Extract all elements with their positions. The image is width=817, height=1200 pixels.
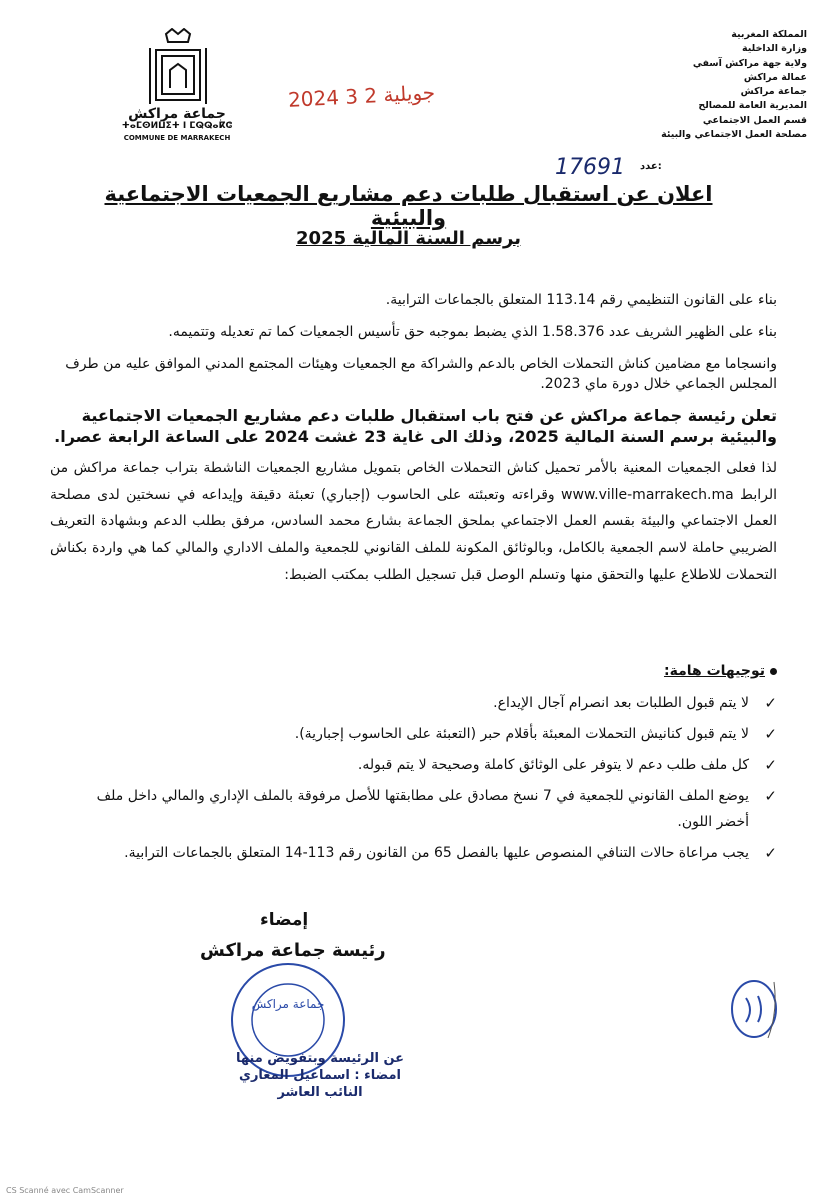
notes-heading-text: توجيهات هامة: bbox=[663, 663, 765, 679]
initials-stamp bbox=[730, 978, 782, 1040]
logo-french: COMMUNE DE MARRAKECH bbox=[123, 134, 231, 142]
note-text: يجب مراعاة حالات التنافي المنصوص عليها بالفصل 65 من القانون رقم 113-14 المتعلق بالجماعات الترابية. bbox=[124, 845, 749, 861]
note-text: كل ملف طلب دعم لا يتوفر على الوثائق كاملة وصحيحة لا يتم قبوله. bbox=[357, 757, 749, 773]
checkmark-icon: ✓ bbox=[764, 844, 777, 862]
header-line: ولاية جهة مراكش آسفي bbox=[692, 57, 807, 69]
logo-caption bbox=[112, 108, 242, 144]
reference-paragraph: بناء على الظهير الشريف عدد 1.58.376 الذي يضبط بموجبه حق تأسيس الجمعيات كما تم تعديله وتتميمه. bbox=[168, 324, 777, 340]
administrative-header bbox=[587, 28, 807, 142]
note-text: لا يتم قبول الطلبات بعد انصرام آجال الإيداع. bbox=[493, 695, 749, 711]
reference-label: عدد: bbox=[640, 161, 662, 172]
seal-inner-text: جماعة مراكش bbox=[251, 997, 325, 1011]
note-item bbox=[60, 752, 777, 778]
checkmark-icon: ✓ bbox=[764, 725, 777, 743]
checkmark-icon: ✓ bbox=[764, 756, 777, 774]
notes-heading bbox=[664, 663, 765, 679]
legal-references bbox=[50, 290, 777, 406]
title-text: اعلان عن استقبال طلبات دعم مشاريع الجمعيات الاجتماعية والبيئية bbox=[104, 182, 713, 230]
header-line: المملكة المغربية bbox=[731, 29, 807, 40]
reference-number: 17691 bbox=[555, 155, 625, 180]
instructions-paragraph: لذا فعلى الجمعيات المعنية بالأمر تحميل كناش التحملات الخاص بتمويل مشاريع الجمعيات الناشطة بتراب جماعة مراكش من الرابط www.ville-marrakech.ma وقراءته وتعبئته على الحاسوب (إجباري) تعبئة دقيقة وإيداعه في نسختين لدى مصلحة العمل الاجتماعي والبيئة بقسم العمل الاجتماعي بملحق الجماعة بشارع محمد السادس، مرفق بطلب الدعم وبشهادة التعريف الضريبي حاملة لاسم الجمعية بالكامل، وبالوثائق المكونة للملف القانوني للجمعية والملف الاداري والمالي كما هي واردة بكناش التحملات للاطلاع عليها والتحقق منها وتسلم الوصل قبل تسجيل الطلب بمكتب الضبط: bbox=[50, 460, 778, 583]
announcement-paragraph: تعلن رئيسة جماعة مراكش عن فتح باب استقبال طلبات دعم مشاريع الجمعيات الاجتماعية والبيئية برسم السنة المالية 2025، وذلك الى غاية 23 غشت 2024 على الساعة الرابعة عصرا. bbox=[54, 406, 777, 446]
signature-title: رئيسة جماعة مراكش bbox=[200, 940, 386, 961]
signature-label: إمضاء bbox=[260, 910, 309, 930]
logo-arabic: جماعة مراكش bbox=[128, 106, 226, 122]
checkmark-icon: ✓ bbox=[764, 787, 777, 805]
header-line: جماعة مراكش bbox=[740, 86, 807, 98]
header-line: مصلحة العمل الاجتماعي والبيئة bbox=[661, 129, 807, 141]
delegation-signature bbox=[235, 1050, 405, 1101]
document-subtitle bbox=[80, 228, 737, 249]
reference-paragraph: وانسجاما مع مضامين كناش التحملات الخاص بالدعم والشراكة مع الجمعيات وهيئات المجتمع المدني الموافق عليه من طرف المجلس الجماعي خلال دورة ماي 2023. bbox=[65, 356, 777, 392]
delegation-line: عن الرئيسة وبتفويض منها bbox=[235, 1051, 405, 1066]
delegation-line: النائب العاشر bbox=[277, 1085, 363, 1100]
checkmark-icon: ✓ bbox=[764, 694, 777, 712]
note-text: يوضع الملف القانوني للجمعية في 7 نسخ مصادق على مطابقتها للأصل مرفوقة بالملف الإداري والمالي داخل ملف أخضر اللون. bbox=[96, 788, 749, 830]
logo-tifinagh: ⵜⴰⵎⵙⵍⵡⵉⵜ ⵏ ⵎⵕⵕⴰⴽⵛ bbox=[121, 121, 233, 131]
delegation-line: امضاء : اسماعيل المغاري bbox=[239, 1068, 401, 1083]
scanner-watermark: CS Scanné avec CamScanner bbox=[6, 1186, 124, 1195]
header-line: قسم العمل الاجتماعي bbox=[702, 114, 807, 126]
note-text: لا يتم قبول كنانيش التحملات المعبئة بأقلام حبر (التعبئة على الحاسوب إجبارية). bbox=[294, 726, 749, 742]
date-stamp: 2024 جويلية 2 3 bbox=[287, 80, 436, 112]
document-title bbox=[80, 182, 737, 230]
header-line: عمالة مراكش bbox=[743, 71, 807, 83]
notes-list bbox=[60, 690, 777, 871]
note-item bbox=[60, 690, 777, 716]
bullet-icon bbox=[770, 668, 777, 675]
note-item bbox=[60, 840, 777, 866]
subtitle-text: برسم السنة المالية 2025 bbox=[296, 228, 521, 249]
note-item bbox=[60, 783, 777, 835]
header-line: وزارة الداخلية bbox=[742, 43, 807, 55]
header-line: المديرية العامة للمصالح bbox=[698, 100, 807, 112]
reference-paragraph: بناء على القانون التنظيمي رقم 113.14 المتعلق بالجماعات الترابية. bbox=[385, 292, 777, 308]
note-item bbox=[60, 721, 777, 747]
